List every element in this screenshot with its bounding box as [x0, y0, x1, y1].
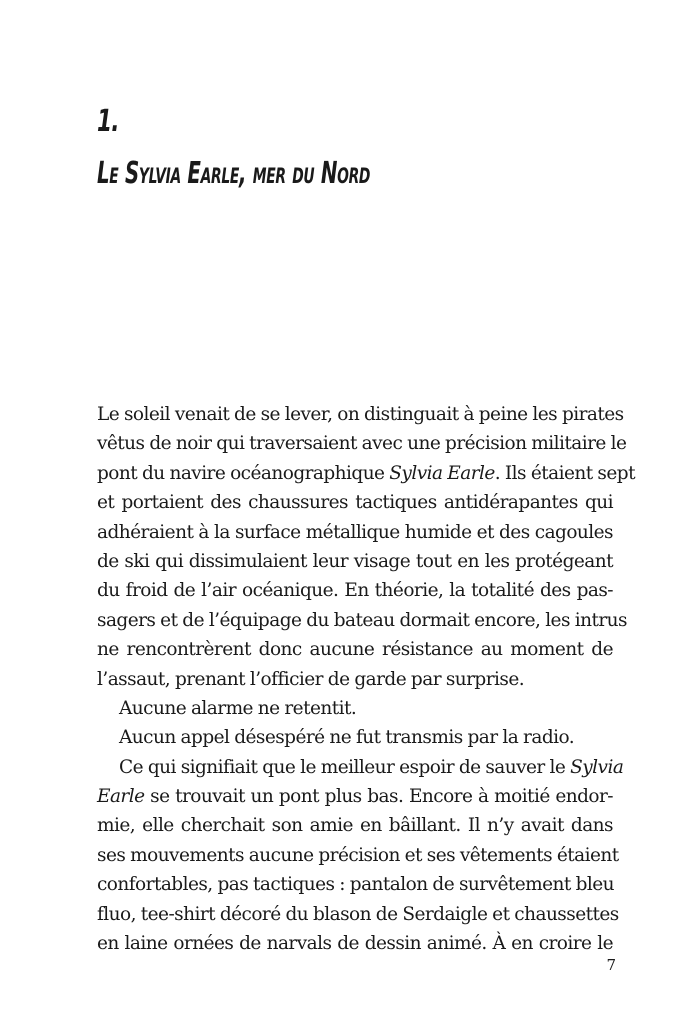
chapter-title: Le Sylvia Earle, mer du Nord: [97, 156, 371, 191]
chapter-number: 1.: [97, 104, 119, 139]
text-line: vêtus de noir qui traversaient avec une précision militaire le: [97, 433, 627, 455]
text-line: ses mouvements aucune précision et ses vêtements étaient: [97, 844, 619, 866]
text-line: confortables, pas tactiques : pantalon de survêtement bleu: [97, 874, 615, 896]
body-text: [97, 400, 635, 958]
text-line: du froid de l’air océanique. En théorie, la totalité des pas-: [97, 580, 613, 602]
text-line: de ski qui dissimulaient leur visage tout en les protégeant: [97, 550, 613, 572]
text-line: Ce qui signifiait que le meilleur espoir de sauver le Sylvia: [119, 756, 624, 778]
text-line: Aucun appel désespéré ne fut transmis par la radio.: [119, 727, 575, 749]
text-line: adhéraient à la surface métallique humide et des cagoules: [97, 521, 613, 543]
text-line: en laine ornées de narvals de dessin animé. À en croire le: [97, 933, 613, 955]
text-line: Le soleil venait de se lever, on distinguait à peine les pirates: [97, 404, 624, 425]
text-line: ne rencontrèrent donc aucune résistance au moment de: [97, 639, 613, 661]
text-line: et portaient des chaussures tactiques antidérapantes qui: [97, 492, 613, 514]
text-line: sagers et de l’équipage du bateau dormait encore, les intrus: [97, 609, 627, 631]
text-line: pont du navire océanographique Sylvia Earle. Ils étaient sept: [97, 462, 635, 484]
text-line: Aucune alarme ne retentit.: [119, 697, 357, 719]
text-line: mie, elle cherchait son amie en bâillant. Il n’y avait dans: [97, 815, 613, 837]
page-number: 7: [606, 956, 616, 974]
text-line: fluo, tee-shirt décoré du blason de Serdaigle et chaussettes: [97, 903, 619, 925]
text-line: l’assaut, prenant l’officier de garde par surprise.: [97, 668, 525, 690]
text-line: Earle se trouvait un pont plus bas. Encore à moitié endor-: [97, 786, 613, 808]
